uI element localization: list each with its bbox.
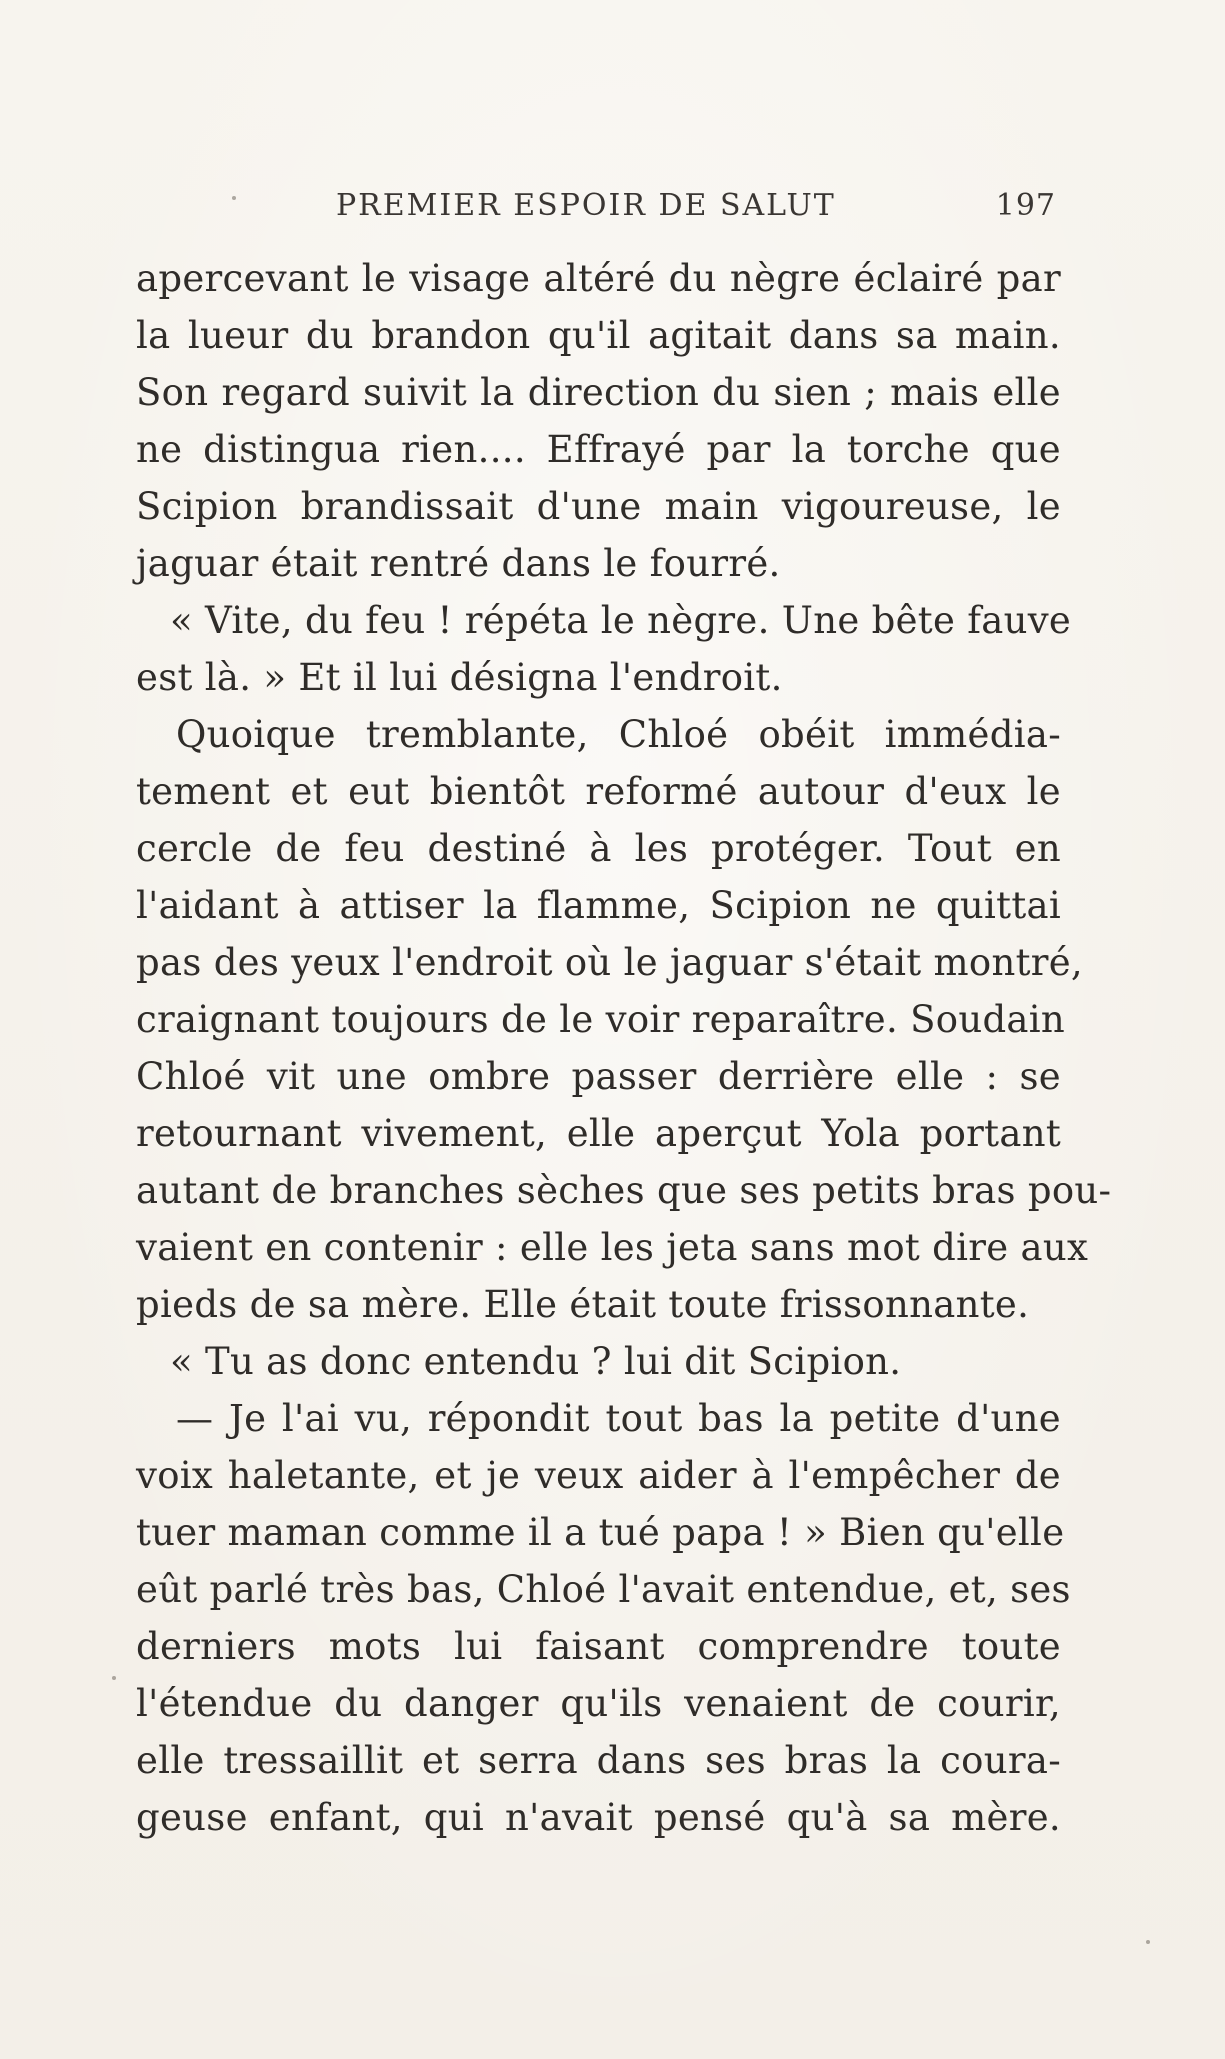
text-line: l'étendue du danger qu'ils venaient de courir, xyxy=(136,1682,1061,1725)
page-number: 197 xyxy=(995,188,1056,223)
text-line: tement et eut bientôt reformé autour d'eux le xyxy=(136,770,1061,813)
text-line: — Je l'ai vu, répondit tout bas la petite d'une xyxy=(176,1397,1061,1440)
body-text xyxy=(136,250,1112,1846)
running-title: PREMIER ESPOIR DE SALUT xyxy=(336,188,836,223)
text-line: « Vite, du feu ! répéta le nègre. Une bête fauve xyxy=(170,599,1072,642)
text-line: derniers mots lui faisant comprendre toute xyxy=(136,1625,1061,1668)
text-line: apercevant le visage altéré du nègre éclairé par xyxy=(136,257,1061,300)
text-line: craignant toujours de le voir reparaître. Soudain xyxy=(136,998,1066,1041)
text-line: elle tressaillit et serra dans ses bras la coura- xyxy=(136,1739,1061,1782)
text-line: Quoique tremblante, Chloé obéit immédia- xyxy=(176,713,1061,756)
text-line: pas des yeux l'endroit où le jaguar s'était montré, xyxy=(136,941,1083,984)
paper-speck xyxy=(232,196,236,200)
text-line: Son regard suivit la direction du sien ; mais elle xyxy=(136,371,1061,414)
text-line: est là. » Et il lui désigna l'endroit. xyxy=(136,656,783,699)
running-header xyxy=(336,188,1056,238)
text-line: autant de branches sèches que ses petits bras pou- xyxy=(136,1169,1112,1212)
text-line: « Tu as donc entendu ? lui dit Scipion. xyxy=(170,1340,902,1383)
text-line: Chloé vit une ombre passer derrière elle : se xyxy=(136,1055,1061,1098)
text-line: voix haletante, et je veux aider à l'empêcher de xyxy=(136,1454,1061,1497)
text-line: retournant vivement, elle aperçut Yola portant xyxy=(136,1112,1061,1155)
text-line: jaguar était rentré dans le fourré. xyxy=(136,542,781,585)
text-line: Scipion brandissait d'une main vigoureuse, le xyxy=(136,485,1061,528)
text-line: cercle de feu destiné à les protéger. Tout en xyxy=(136,827,1061,870)
text-line: pieds de sa mère. Elle était toute frissonnante. xyxy=(136,1283,1030,1326)
text-line: ne distingua rien.... Effrayé par la torche que xyxy=(136,428,1061,471)
text-line: tuer maman comme il a tué papa ! » Bien qu'elle xyxy=(136,1511,1065,1554)
text-line: la lueur du brandon qu'il agitait dans sa main. xyxy=(136,314,1061,357)
text-line: eût parlé très bas, Chloé l'avait entendue, et, ses xyxy=(136,1568,1071,1611)
paper-speck xyxy=(1146,1940,1150,1944)
paper-speck xyxy=(112,1676,116,1680)
text-line: l'aidant à attiser la flamme, Scipion ne quittai xyxy=(136,884,1061,927)
text-line: vaient en contenir : elle les jeta sans mot dire aux xyxy=(136,1226,1089,1269)
text-line: geuse enfant, qui n'avait pensé qu'à sa mère. xyxy=(136,1796,1061,1839)
